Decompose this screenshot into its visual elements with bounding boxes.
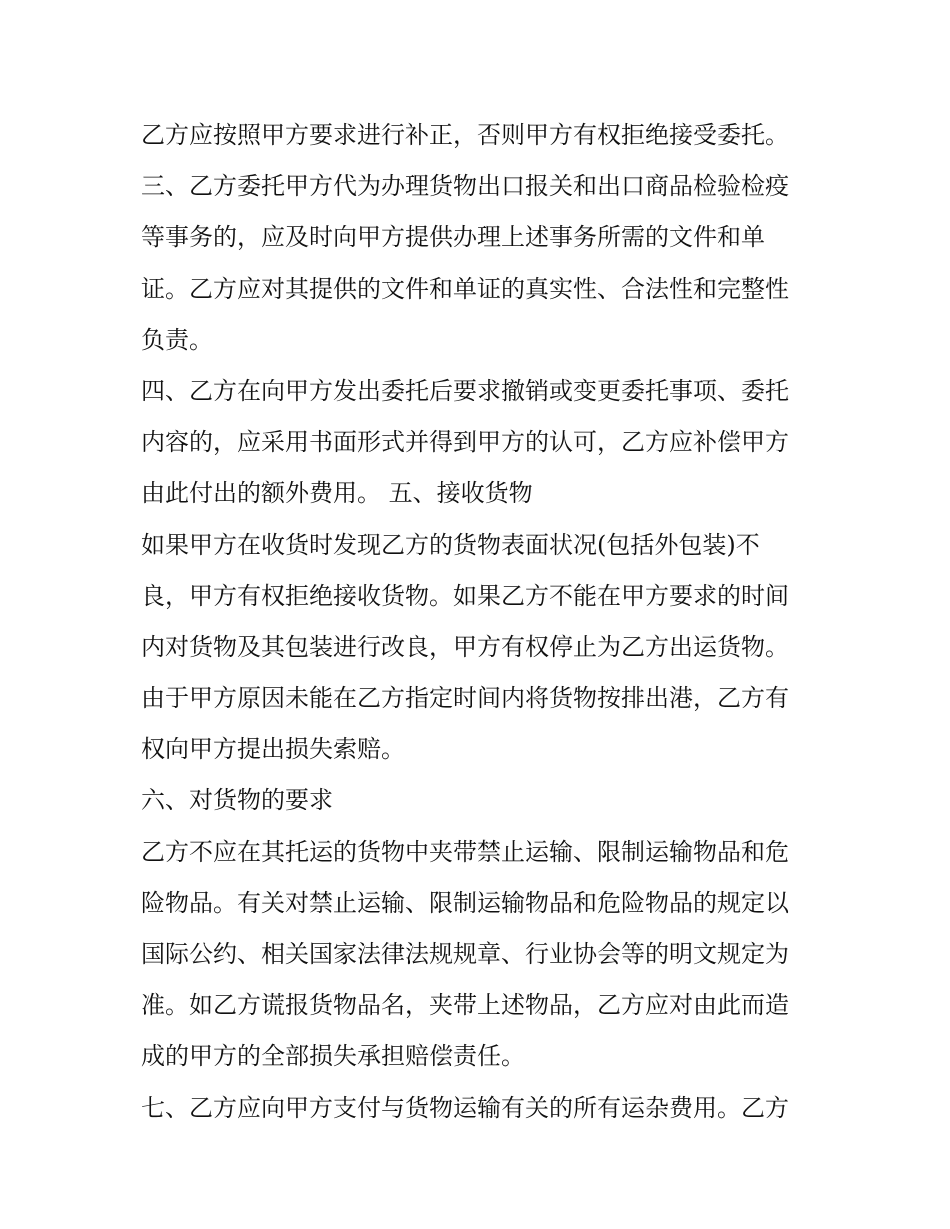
text-line: 权向甲方提出损失索赔。 [141,735,405,764]
text-line: 负责。 [141,325,213,354]
text-line: 三、乙方委托甲方代为办理货物出口报关和出口商品检验检疫 [141,172,789,201]
text-line: 国际公约、相关国家法律法规规章、行业协会等的明文规定为 [141,940,789,968]
text-line: 四、乙方在向甲方发出委托后要求撤销或变更委托事项、委托 [141,376,789,405]
text-line: 由此付出的额外费用。 五、接收货物 [141,479,533,508]
text-line: 乙方应按照甲方要求进行补正，否则甲方有权拒绝接受委托。 [141,121,789,149]
text-line: 证。乙方应对其提供的文件和单证的真实性、合法性和完整性 [141,274,789,303]
document-body [141,110,831,1134]
text-line: 内容的，应采用书面形式并得到甲方的认可，乙方应补偿甲方 [141,428,789,457]
text-line: 成的甲方的全部损失承担赔偿责任。 [141,1042,525,1071]
text-line: 良，甲方有权拒绝接收货物。如果乙方不能在甲方要求的时间 [141,581,789,610]
text-line: 险物品。有关对禁止运输、限制运输物品和危险物品的规定以 [141,888,789,917]
section-heading: 六、对货物的要求 [141,786,333,815]
text-line: 内对货物及其包装进行改良，甲方有权停止为乙方出运货物。 [141,632,789,661]
text-line: 由于甲方原因未能在乙方指定时间内将货物按排出港，乙方有 [141,684,789,713]
text-line: 等事务的，应及时向甲方提供办理上述事务所需的文件和单 [141,223,765,252]
text-line: 准。如乙方谎报货物品名，夹带上述物品，乙方应对由此而造 [141,991,789,1020]
text-line: 乙方不应在其托运的货物中夹带禁止运输、限制运输物品和危 [141,837,789,866]
text-line: 如果甲方在收货时发现乙方的货物表面状况(包括外包装)不 [141,530,760,559]
text-line: 七、乙方应向甲方支付与货物运输有关的所有运杂费用。乙方 [141,1093,789,1122]
